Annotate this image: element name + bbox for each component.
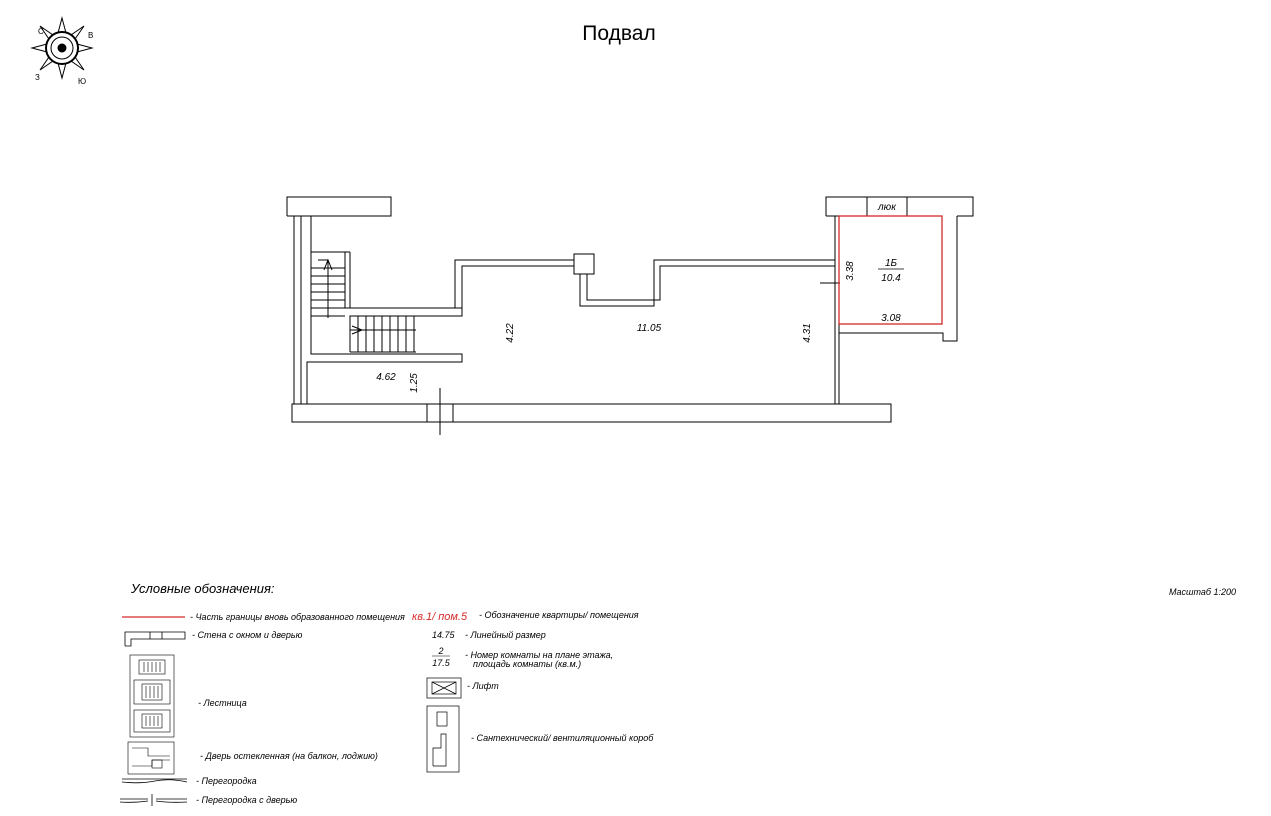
legend-stairs-text: - Лестница — [198, 698, 247, 708]
dim-corridor-length: 11.05 — [636, 323, 662, 334]
hatch-label: люк — [878, 202, 896, 213]
wall-bottom — [292, 404, 891, 422]
page-title: Подвал — [582, 22, 656, 45]
legend-apartment-text: - Обозначение квартиры/ помещения — [479, 610, 639, 620]
legend-wall-symbol — [125, 632, 185, 646]
dim-height-left: 4.22 — [505, 323, 516, 343]
legend-shaft-icon — [427, 706, 459, 772]
vent-box — [574, 254, 594, 274]
dim-lower-height: 1.25 — [409, 373, 420, 393]
legend — [120, 581, 654, 806]
compass-north: С — [38, 27, 44, 36]
legend-lift-icon — [427, 678, 461, 698]
dim-room-height: 3.38 — [845, 261, 856, 281]
corridor-wall-upper — [455, 260, 574, 308]
legend-room-number-line2: площадь комнаты (кв.м.) — [473, 659, 582, 669]
corridor-wall-upper-inner — [462, 266, 574, 308]
legend-room-sample-area: 17.5 — [432, 658, 450, 668]
scale-label: Масштаб 1:200 — [1168, 587, 1236, 597]
legend-partition-icon — [122, 779, 187, 783]
legend-lift-text: - Лифт — [467, 681, 499, 691]
compass-east: В — [88, 31, 94, 40]
legend-partition-door-text: - Перегородка с дверью — [196, 795, 298, 805]
legend-room-number-line1: - Номер комнаты на плане этажа, — [465, 650, 614, 660]
legend-door-text: - Дверь остекленная (на балкон, лоджию) — [200, 751, 378, 761]
dim-lower-length: 4.62 — [376, 372, 396, 383]
room-number: 1Б — [884, 258, 898, 269]
compass-west: З — [35, 73, 40, 82]
room-area: 10.4 — [881, 273, 901, 284]
legend-stairs-icon — [130, 655, 174, 737]
legend-boundary-text: - Часть границы вновь образованного помещения — [190, 612, 405, 622]
dim-height-right: 4.31 — [802, 323, 813, 343]
legend-partition-text: - Перегородка — [196, 776, 257, 786]
compass-south: Ю — [78, 77, 87, 86]
legend-heading: Условные обозначения: — [131, 581, 275, 596]
dim-room-width: 3.08 — [881, 313, 901, 324]
legend-room-sample-number: 2 — [438, 646, 444, 656]
legend-partition-door-icon — [120, 794, 187, 806]
legend-linear-sample: 14.75 — [432, 630, 455, 640]
wall-left — [294, 216, 301, 404]
legend-shaft-text: - Сантехнический/ вентиляционный короб — [471, 733, 654, 743]
legend-apartment-sample: кв.1/ пом.5 — [412, 611, 468, 623]
legend-door-icon — [128, 742, 174, 774]
floor-plan — [287, 197, 973, 435]
stairs — [311, 252, 462, 352]
legend-linear-text: - Линейный размер — [465, 630, 546, 640]
wall-top-right — [826, 197, 973, 216]
wall-top-left — [287, 197, 391, 216]
legend-wall-text: - Стена с окном и дверью — [192, 630, 303, 640]
